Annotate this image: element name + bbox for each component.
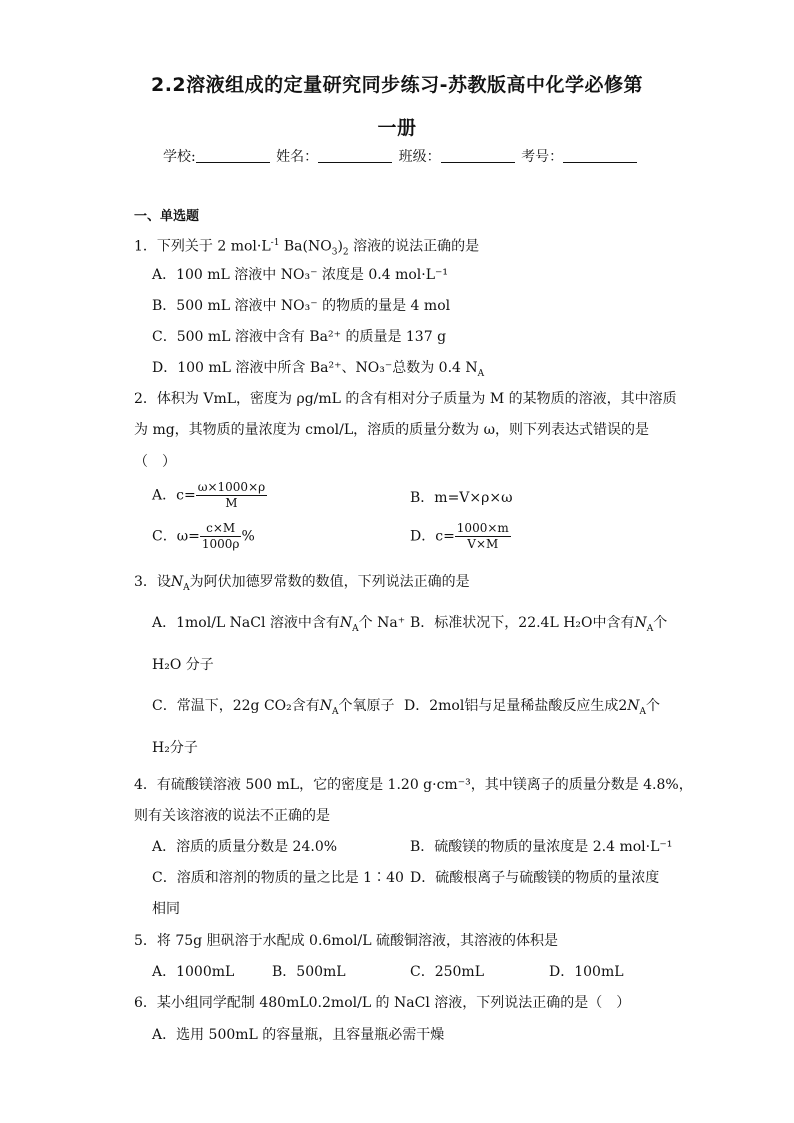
- q4-option-d: D．硫酸根离子与硫酸镁的物质的量浓度: [410, 870, 660, 886]
- class-label: 班级：: [398, 149, 441, 165]
- q4-option-a: A．溶质的质量分数是 24.0%: [152, 839, 338, 855]
- q5-stem: 5．将 75g 胆矾溶于水配成 0.6mol/L 硫酸铜溶液，其溶液的体积是: [134, 933, 558, 949]
- q2-option-b: B．m=V×ρ×ω: [410, 490, 513, 506]
- class-field[interactable]: [441, 148, 515, 163]
- school-field[interactable]: [196, 148, 270, 163]
- q4-option-d-continued: 相同: [152, 901, 180, 917]
- name-label: 姓名：: [276, 149, 319, 165]
- section-title: 一、单选题: [134, 209, 200, 224]
- q4-option-c: C．溶质和溶剂的物质的量之比是 1∶40: [152, 870, 404, 886]
- q3-option-b-continued: H₂O 分子: [152, 657, 214, 673]
- q3-option-d-continued: H₂分子: [152, 740, 198, 756]
- q3-option-a: A．1mol/L NaCl 溶液中含有$N_A$个 Na⁺: [152, 615, 406, 634]
- q4-option-b: B．硫酸镁的物质的量浓度是 2.4 mol·L⁻¹: [410, 839, 673, 855]
- q6-option-a: A．选用 500mL 的容量瓶，且容量瓶必需干燥: [152, 1027, 445, 1043]
- q2-option-d: D．c= $\frac{1000\times m}{V\times M}$: [410, 521, 509, 551]
- q1-stem: 1．下列关于 2 $mol\cdot L^{-1}$ $Ba(NO_3)_2$ 溶液的说法正确的是: [134, 238, 480, 258]
- name-field[interactable]: [318, 148, 392, 163]
- q3-option-b: B．标准状况下，22.4L H₂O中含有$N_A$个: [410, 615, 668, 634]
- q4-stem-line2: 则有关该溶液的说法不正确的是: [134, 808, 330, 824]
- q5-option-c: C．250mL: [410, 964, 485, 980]
- q3-option-d: D．2mol铝与足量稀盐酸反应生成$2N_A$个: [404, 698, 660, 717]
- q1-option-a: A．100 mL 溶液中 NO₃⁻ 浓度是 0.4 mol·L⁻¹: [152, 267, 449, 283]
- q1-option-c: C．500 mL 溶液中含有 Ba²⁺ 的质量是 137 g: [152, 329, 447, 345]
- q3-stem: 3．设$N_A$为阿伏加德罗常数的数值，下列说法正确的是: [134, 574, 470, 593]
- q4-stem-line1: 4．有硫酸镁溶液 500 mL，它的密度是 1.20 g·cm⁻³，其中镁离子的质量分数是 4.8%，: [134, 777, 693, 793]
- q5-option-d: D．100mL: [549, 964, 624, 980]
- exam-no-field[interactable]: [563, 148, 637, 163]
- document-title-continued: 一册: [377, 117, 417, 139]
- q6-stem: 6．某小组同学配制 480mL0.2mol/L 的 NaCl 溶液，下列说法正确的是（ ）: [134, 995, 631, 1011]
- q5-option-a: A．1000mL: [152, 964, 235, 980]
- q2-stem-line3: （ ）: [134, 454, 176, 470]
- q1-option-d: D．100 mL 溶液中所含 Ba²⁺、NO₃⁻总数为 0.4 $N_A$: [152, 360, 485, 379]
- q5-option-b: B．500mL: [272, 964, 346, 980]
- q2-option-a: A．c= $\frac{\omega\times 1000\times\rho}{M}$: [152, 480, 266, 510]
- q1-option-b: B．500 mL 溶液中 NO₃⁻ 的物质的量是 4 mol: [152, 298, 451, 314]
- q2-stem-line1: 2．体积为 VmL，密度为 ρg/mL 的含有相对分子质量为 M 的某物质的溶液，其中溶质: [134, 391, 677, 407]
- q3-option-c: C．常温下，22g CO₂含有$N_A$个氧原子: [152, 698, 395, 717]
- q2-option-c: C．ω= $\frac{c\times M}{1000\rho}$ %: [152, 521, 255, 551]
- school-label: 学校:: [163, 149, 196, 165]
- student-info-row: [163, 146, 639, 166]
- document-title: 2.2溶液组成的定量研究同步练习-苏教版高中化学必修第: [150, 74, 644, 96]
- q2-stem-line2: 为 mg，其物质的量浓度为 cmol/L，溶质的质量分数为 ω，则下列表达式错误的是: [134, 422, 650, 438]
- exam-no-label: 考号：: [521, 149, 564, 165]
